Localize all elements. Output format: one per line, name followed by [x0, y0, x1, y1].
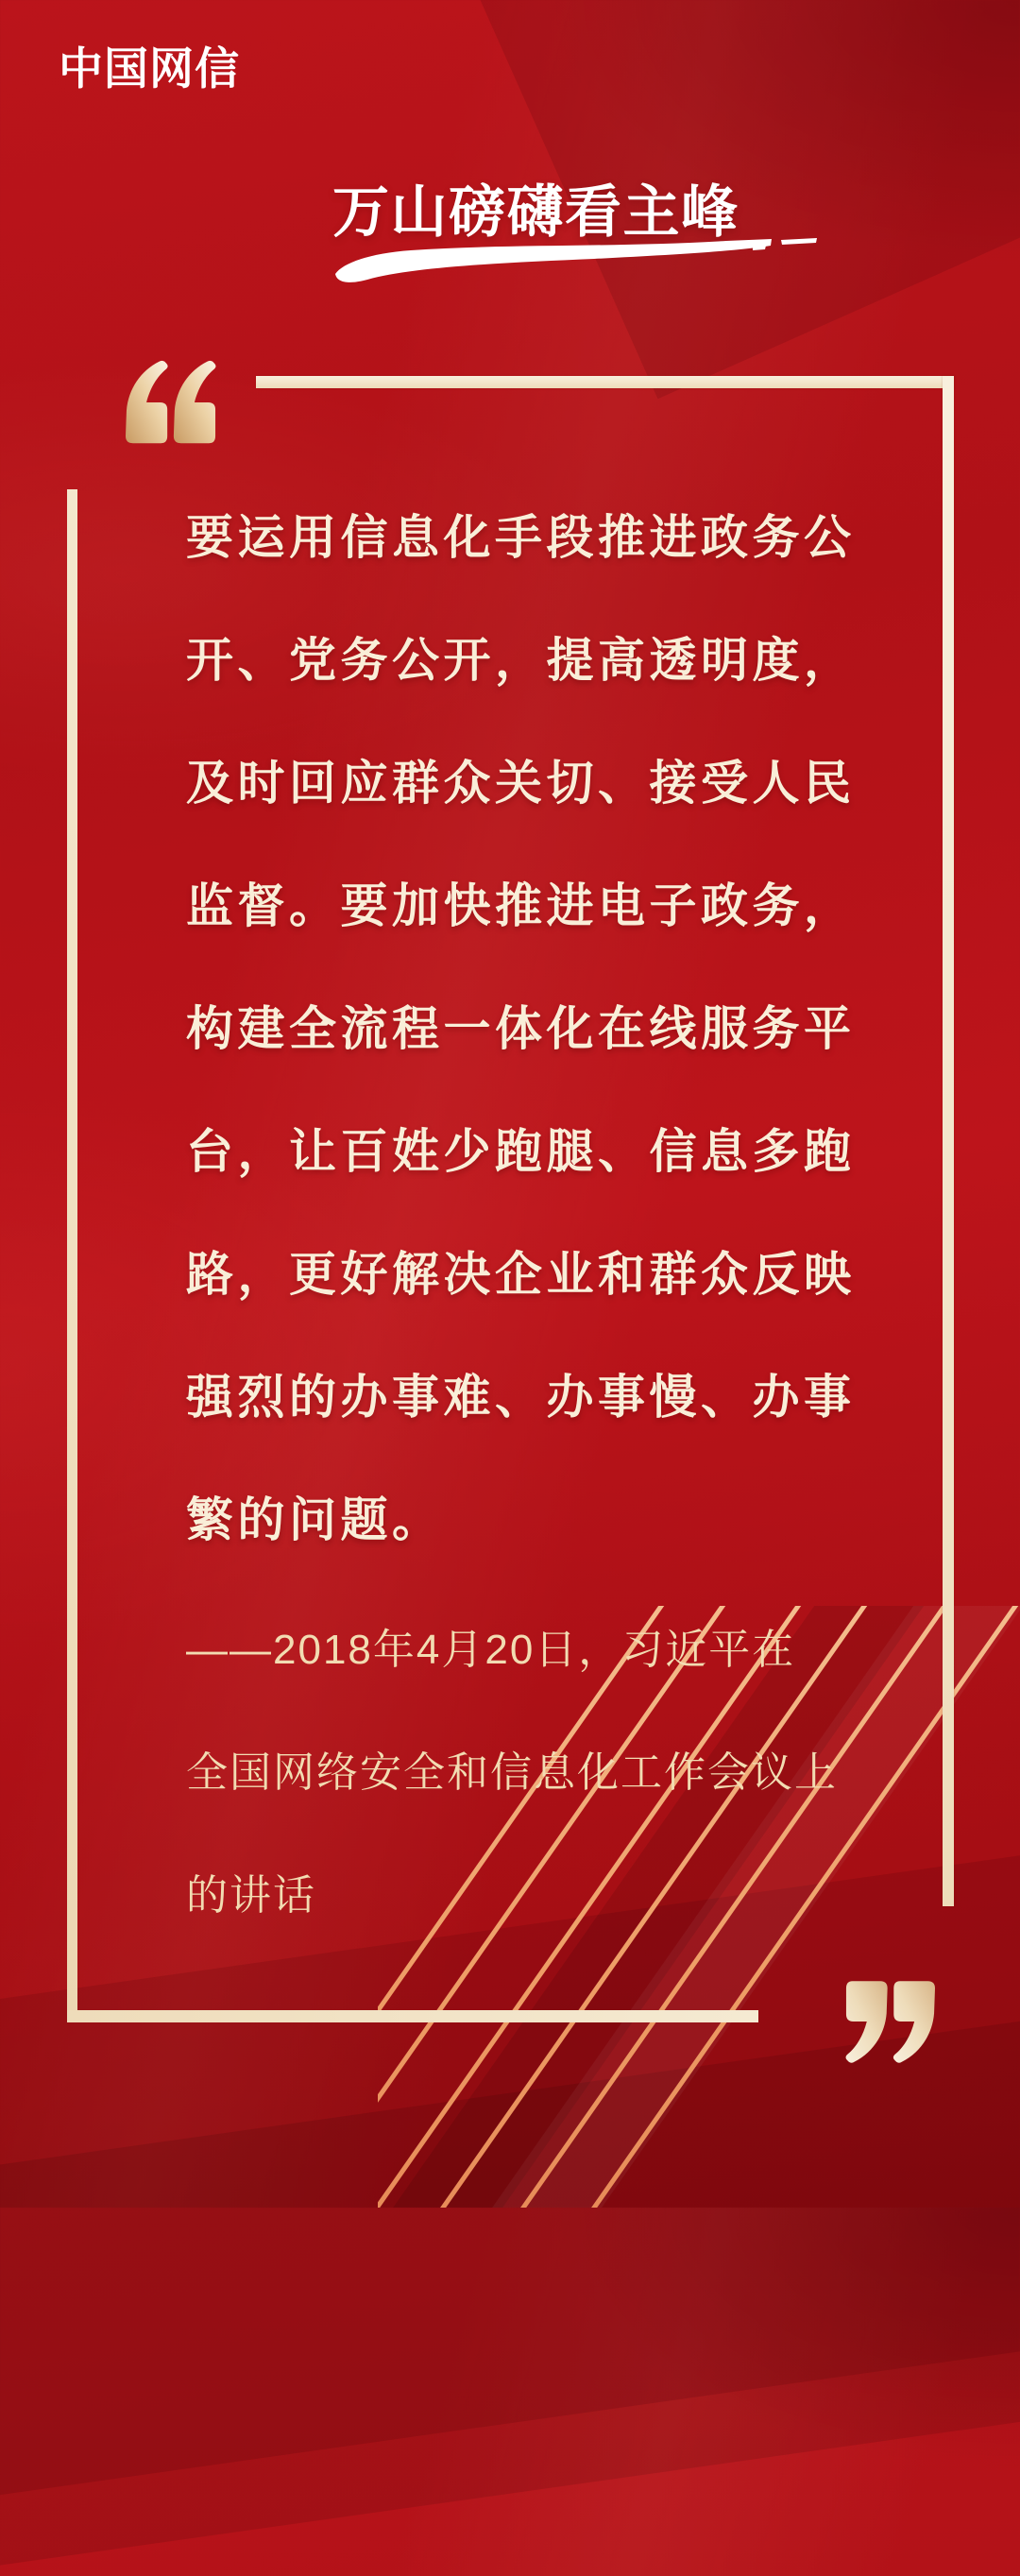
- closing-quote-icon: [845, 1980, 935, 2063]
- quote-line: 路，更好解决企业和群众反映: [186, 1248, 856, 1301]
- attribution-line: 的讲话: [186, 1872, 316, 1919]
- site-logo: 中国网信: [59, 43, 240, 94]
- frame-border-right: [943, 376, 954, 1906]
- attribution-block: [186, 1584, 942, 1953]
- quote-line: 强烈的办事难、办事慢、办事: [186, 1371, 856, 1424]
- frame-border-top: [256, 376, 954, 388]
- frame-border-bottom: [67, 2010, 758, 2022]
- quote-line: 要运用信息化手段推进政务公: [186, 511, 856, 564]
- quote-line: 监督。要加快推进电子政务，: [186, 879, 856, 932]
- brush-underline-icon: [329, 238, 822, 289]
- quote-text-block: [186, 472, 904, 1578]
- quote-line: 及时回应群众关切、接受人民: [186, 757, 856, 810]
- frame-border-left: [67, 489, 77, 2022]
- page-title: 万山磅礴看主峰: [332, 180, 740, 244]
- quote-line: 繁的问题。: [186, 1493, 444, 1546]
- attribution-line: 全国网络安全和信息化工作会议上: [186, 1749, 838, 1796]
- quote-line: 台，让百姓少跑腿、信息多跑: [186, 1125, 856, 1178]
- attribution-line: ——2018年4月20日，习近平在: [186, 1627, 796, 1673]
- quote-line: 开、党务公开，提高透明度，: [186, 634, 856, 687]
- quote-line: 构建全流程一体化在线服务平: [186, 1002, 856, 1055]
- opening-quote-icon: [126, 359, 216, 446]
